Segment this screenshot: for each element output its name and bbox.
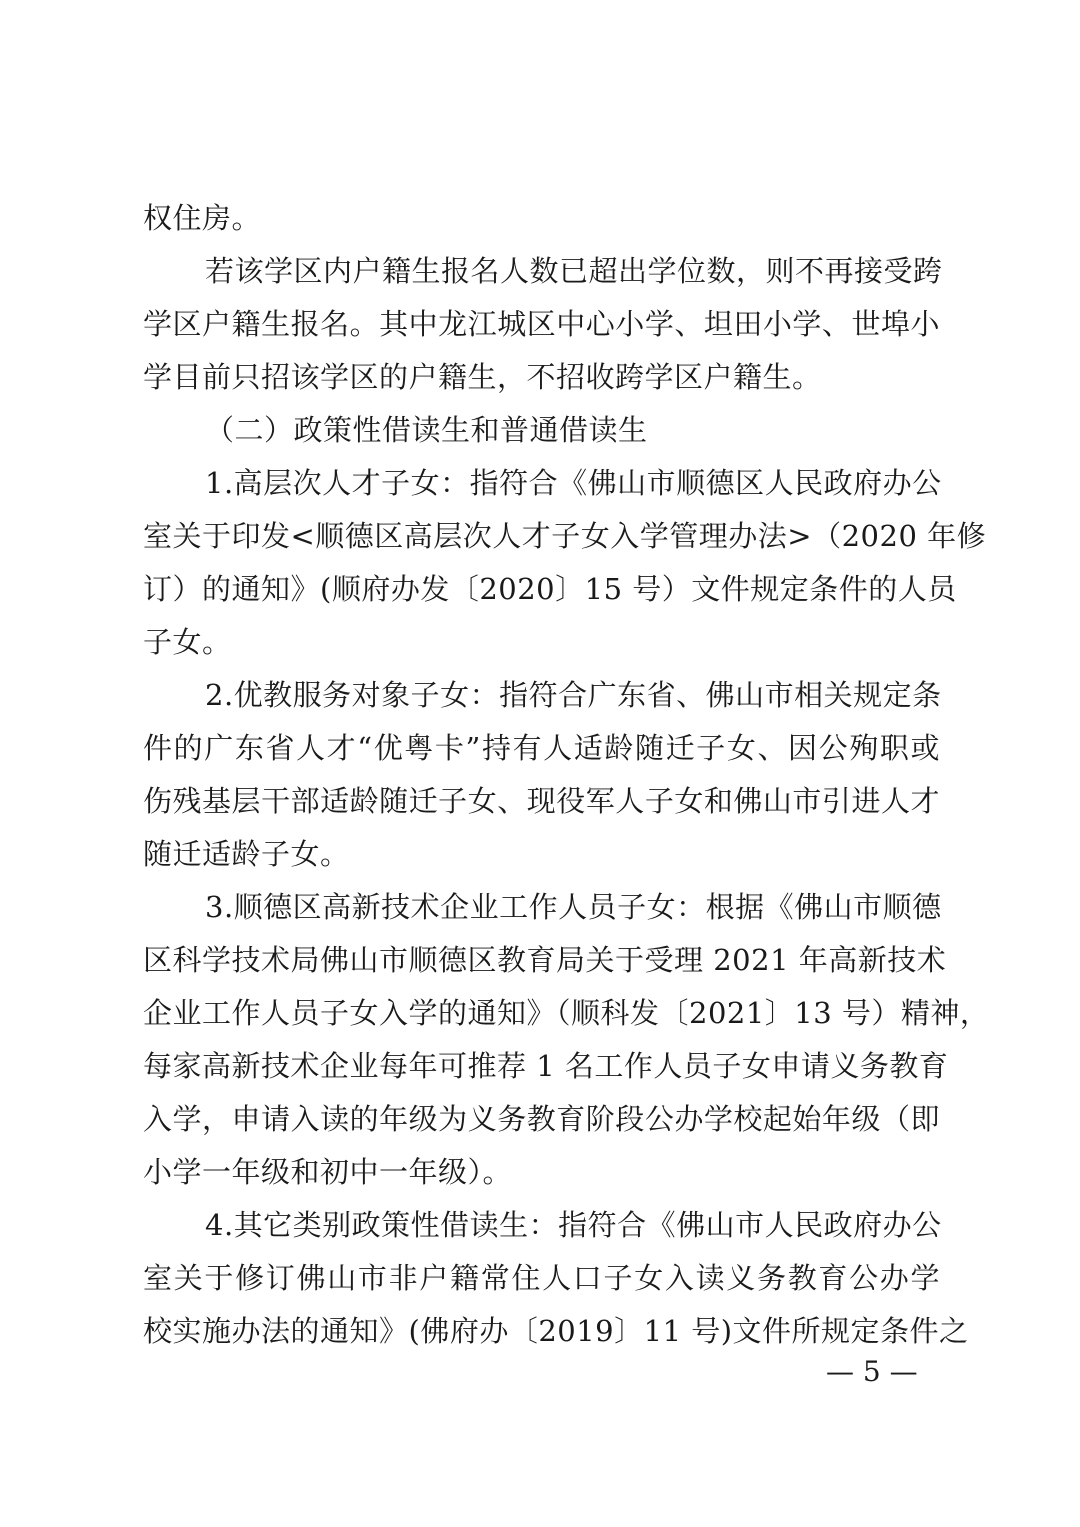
text-line: 学区户籍生报名。其中龙江城区中心小学、坦田小学、世埠小 [143,307,940,341]
text-line: 件的广东省人才“优粤卡”持有人适龄随迁子女、因公殉职或 [143,731,940,765]
text-line: 子女。 [143,625,232,659]
text-line: 室关于印发<顺德区高层次人才子女入学管理办法>（2020 年修 [143,519,987,553]
text-line: 区科学技术局佛山市顺德区教育局关于受理 2021 年高新技术 [143,943,947,977]
text-line: 伤残基层干部适龄随迁子女、现役军人子女和佛山市引进人才 [143,784,940,818]
page-number: — 5 — [826,1355,918,1388]
text-line: 室关于修订佛山市非户籍常住人口子女入读义务教育公办学 [143,1261,940,1295]
text-line: 4.其它类别政策性借读生：指符合《佛山市人民政府办公 [205,1208,942,1242]
body-text [143,192,990,1358]
text-line: 学目前只招该学区的户籍生，不招收跨学区户籍生。 [143,360,822,394]
text-line: 每家高新技术企业每年可推荐 1 名工作人员子女申请义务教育 [143,1049,949,1083]
text-line: 若该学区内户籍生报名人数已超出学位数，则不再接受跨 [205,254,943,288]
text-line: 校实施办法的通知》(佛府办〔2019〕11 号)文件所规定条件之 [143,1314,969,1348]
text-line: 1.高层次人才子女：指符合《佛山市顺德区人民政府办公 [205,466,942,500]
text-line: 随迁适龄子女。 [143,837,350,871]
text-line: 入学，申请入读的年级为义务教育阶段公办学校起始年级（即 [143,1102,940,1136]
text-line: 订）的通知》(顺府办发〔2020〕15 号）文件规定条件的人员 [143,572,957,606]
text-line: 权住房。 [143,201,262,235]
text-line: 2.优教服务对象子女：指符合广东省、佛山市相关规定条 [205,678,942,712]
text-line: 小学一年级和初中一年级）。 [143,1155,513,1189]
text-line: 企业工作人员子女入学的通知》（顺科发〔2021〕13 号）精神， [143,996,990,1030]
text-line: （二）政策性借读生和普通借读生 [205,413,648,447]
text-line: 3.顺德区高新技术企业工作人员子女：根据《佛山市顺德 [205,890,942,924]
